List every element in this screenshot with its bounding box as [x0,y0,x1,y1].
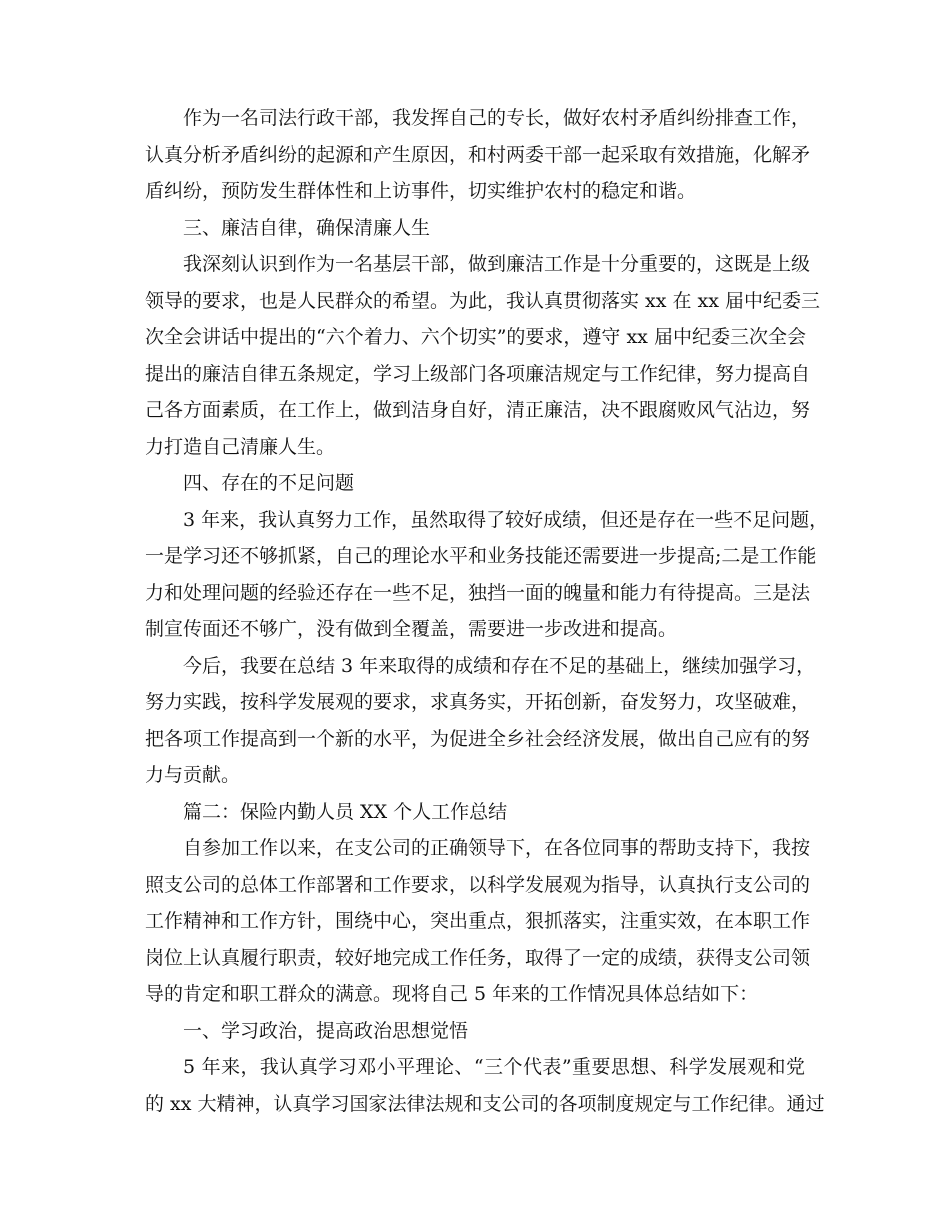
text-line: 力与贡献。 [145,764,241,786]
paragraph [145,1049,825,1122]
text-line: 我深刻认识到作为一名基层干部，做到廉洁工作是十分重要的，这既是上级 [183,253,811,275]
text-line: 提出的廉洁自律五条规定，学习上级部门各项廉洁规定与工作纪律，努力提高自 [145,362,811,385]
text-line: 盾纠纷，预防发生群体性和上访事件，切实维护农村的稳定和谐。 [145,180,697,202]
text-line: 领导的要求，也是人民群众的希望。为此，我认真贯彻落实 xx 在 xx 届中纪委三 [145,289,821,312]
text-line: 己各方面素质，在工作上，做到洁身自好，清正廉洁，决不跟腐败风气沾边，努 [145,399,811,421]
text-line: 一是学习还不够抓紧，自己的理论水平和业务技能还需要进一步提高;二是工作能 [145,545,817,567]
text-line: 工作精神和工作方针，围绕中心，突出重点，狠抓落实，注重实效，在本职工作 [145,910,811,932]
text-line: 篇二：保险内勤人员 XX 个人工作总结 [183,800,508,823]
text-line: 三、廉洁自律，确保清廉人生 [183,216,431,239]
text-line: 力和处理问题的经验还存在一些不足，独挡一面的魄量和能力有待提高。三是法 [145,581,811,604]
text-line: 把各项工作提高到一个新的水平，为促进全乡社会经济发展，做出自己应有的努 [145,727,811,750]
section-heading [145,794,805,831]
paragraph [145,830,811,1013]
paragraph [145,648,816,794]
text-line: 四、存在的不足问题 [183,472,355,494]
text-line: 制宣传面还不够广，没有做到全覆盖，需要进一步改进和提高。 [145,618,678,640]
section-heading [145,1013,805,1050]
paragraph [145,100,811,210]
text-line: 努力实践，按科学发展观的要求，求真务实，开拓创新，奋发努力，攻坚破难， [145,691,811,713]
text-line: 今后，我要在总结 3 年来取得的成绩和存在不足的基础上，继续加强学习， [183,654,816,677]
text-line: 力打造自己清廉人生。 [145,435,336,458]
text-line: 一、学习政治，提高政治思想觉悟 [183,1019,469,1042]
paragraph [145,246,821,465]
text-line: 岗位上认真履行职责，较好地完成工作任务，取得了一定的成绩，获得支公司领 [145,946,811,969]
text-line: 次全会讲话中提出的“六个着力、六个切实”的要求，遵守 xx 届中纪委三次全会 [145,326,806,348]
text-line: 的 xx 大精神，认真学习国家法律法规和支公司的各项制度规定与工作纪律。通过 [145,1092,825,1115]
text-line: 5 年来，我认真学习邓小平理论、“三个代表”重要思想、科学发展观和党 [183,1056,805,1078]
text-line: 3 年来，我认真努力工作，虽然取得了较好成绩，但还是存在一些不足问题， [183,508,829,531]
paragraph [145,502,829,648]
section-heading [145,210,805,247]
text-line: 照支公司的总体工作部署和工作要求，以科学发展观为指导，认真执行支公司的 [145,873,811,896]
text-line: 导的肯定和职工群众的满意。现将自己 5 年来的工作情况具体总结如下： [145,983,759,1005]
section-heading [145,465,805,502]
text-line: 认真分析矛盾纠纷的起源和产生原因，和村两委干部一起采取有效措施，化解矛 [145,143,811,166]
text-line: 自参加工作以来，在支公司的正确领导下，在各位同事的帮助支持下，我按 [183,837,811,859]
text-line: 作为一名司法行政干部，我发挥自己的专长，做好农村矛盾纠纷排查工作， [183,107,811,129]
